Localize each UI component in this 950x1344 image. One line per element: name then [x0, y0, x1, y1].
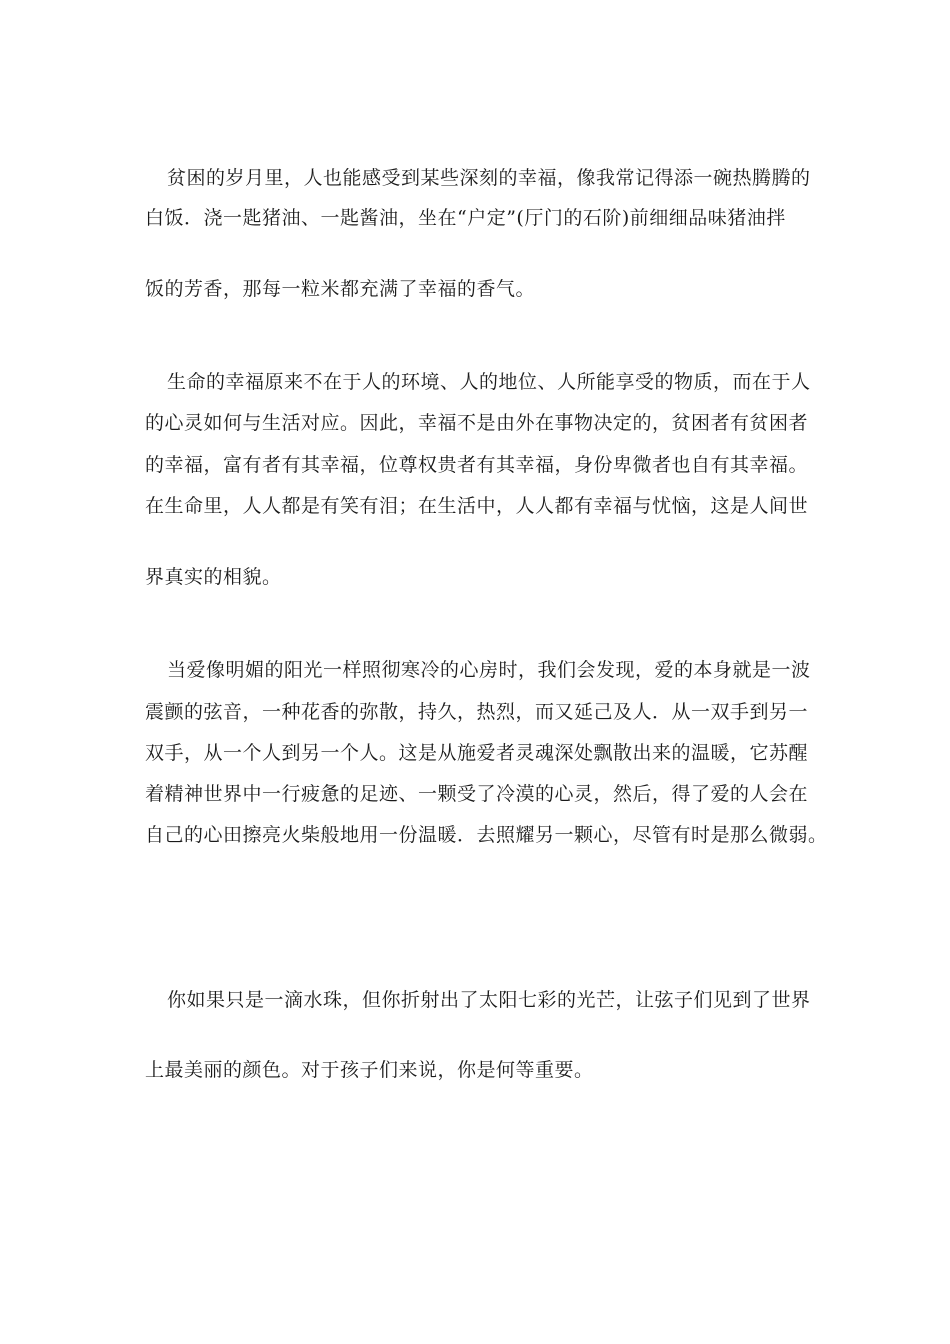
paragraph-line: 生命的幸福原来不在于人的环境、人的地位、人所能享受的物质，而在于人 [167, 371, 811, 393]
paragraph-line: 饭的芳香，那每一粒米都充满了幸福的香气。 [145, 278, 536, 300]
paragraph-line: 上最美丽的颜色。对于孩子们来说，你是何等重要。 [145, 1059, 594, 1081]
paragraph-line: 当爱像明媚的阳光一样照彻寒冷的心房时，我们会发现，爱的本身就是一波 [167, 659, 811, 681]
paragraph-line: 的幸福，富有者有其幸福，位尊权贵者有其幸福，身份卑微者也自有其幸福。 [145, 454, 809, 476]
paragraph-line: 贫困的岁月里，人也能感受到某些深刻的幸福，像我常记得添一碗热腾腾的 [167, 167, 811, 189]
paragraph-line: 震颤的弦音，一种花香的弥散，持久，热烈，而又延己及人．从一双手到另一 [145, 701, 809, 723]
paragraph-line: 你如果只是一滴水珠，但你折射出了太阳七彩的光芒，让弦子们见到了世界 [167, 989, 811, 1011]
paragraph-line: 自己的心田擦亮火柴般地用一份温暖．去照耀另一颗心，尽管有时是那么微弱。 [145, 824, 828, 846]
paragraph-line: 双手，从一个人到另一个人。这是从施爱者灵魂深处飘散出来的温暖，它苏醒 [145, 742, 809, 764]
paragraph-line: 白饭．浇一匙猪油、一匙酱油，坐在“户定”(厅门的石阶)前细细品味猪油拌 [145, 207, 786, 229]
paragraph-line: 着精神世界中一行疲惫的足迹、一颗受了冷漠的心灵，然后，得了爱的人会在 [145, 783, 809, 805]
paragraph-line: 在生命里，人人都是有笑有泪；在生活中，人人都有幸福与忧恼，这是人间世 [145, 495, 809, 517]
paragraph-line: 界真实的相貌。 [145, 566, 282, 588]
paragraph-line: 的心灵如何与生活对应。因此，幸福不是由外在事物决定的，贫困者有贫困者 [145, 412, 809, 434]
